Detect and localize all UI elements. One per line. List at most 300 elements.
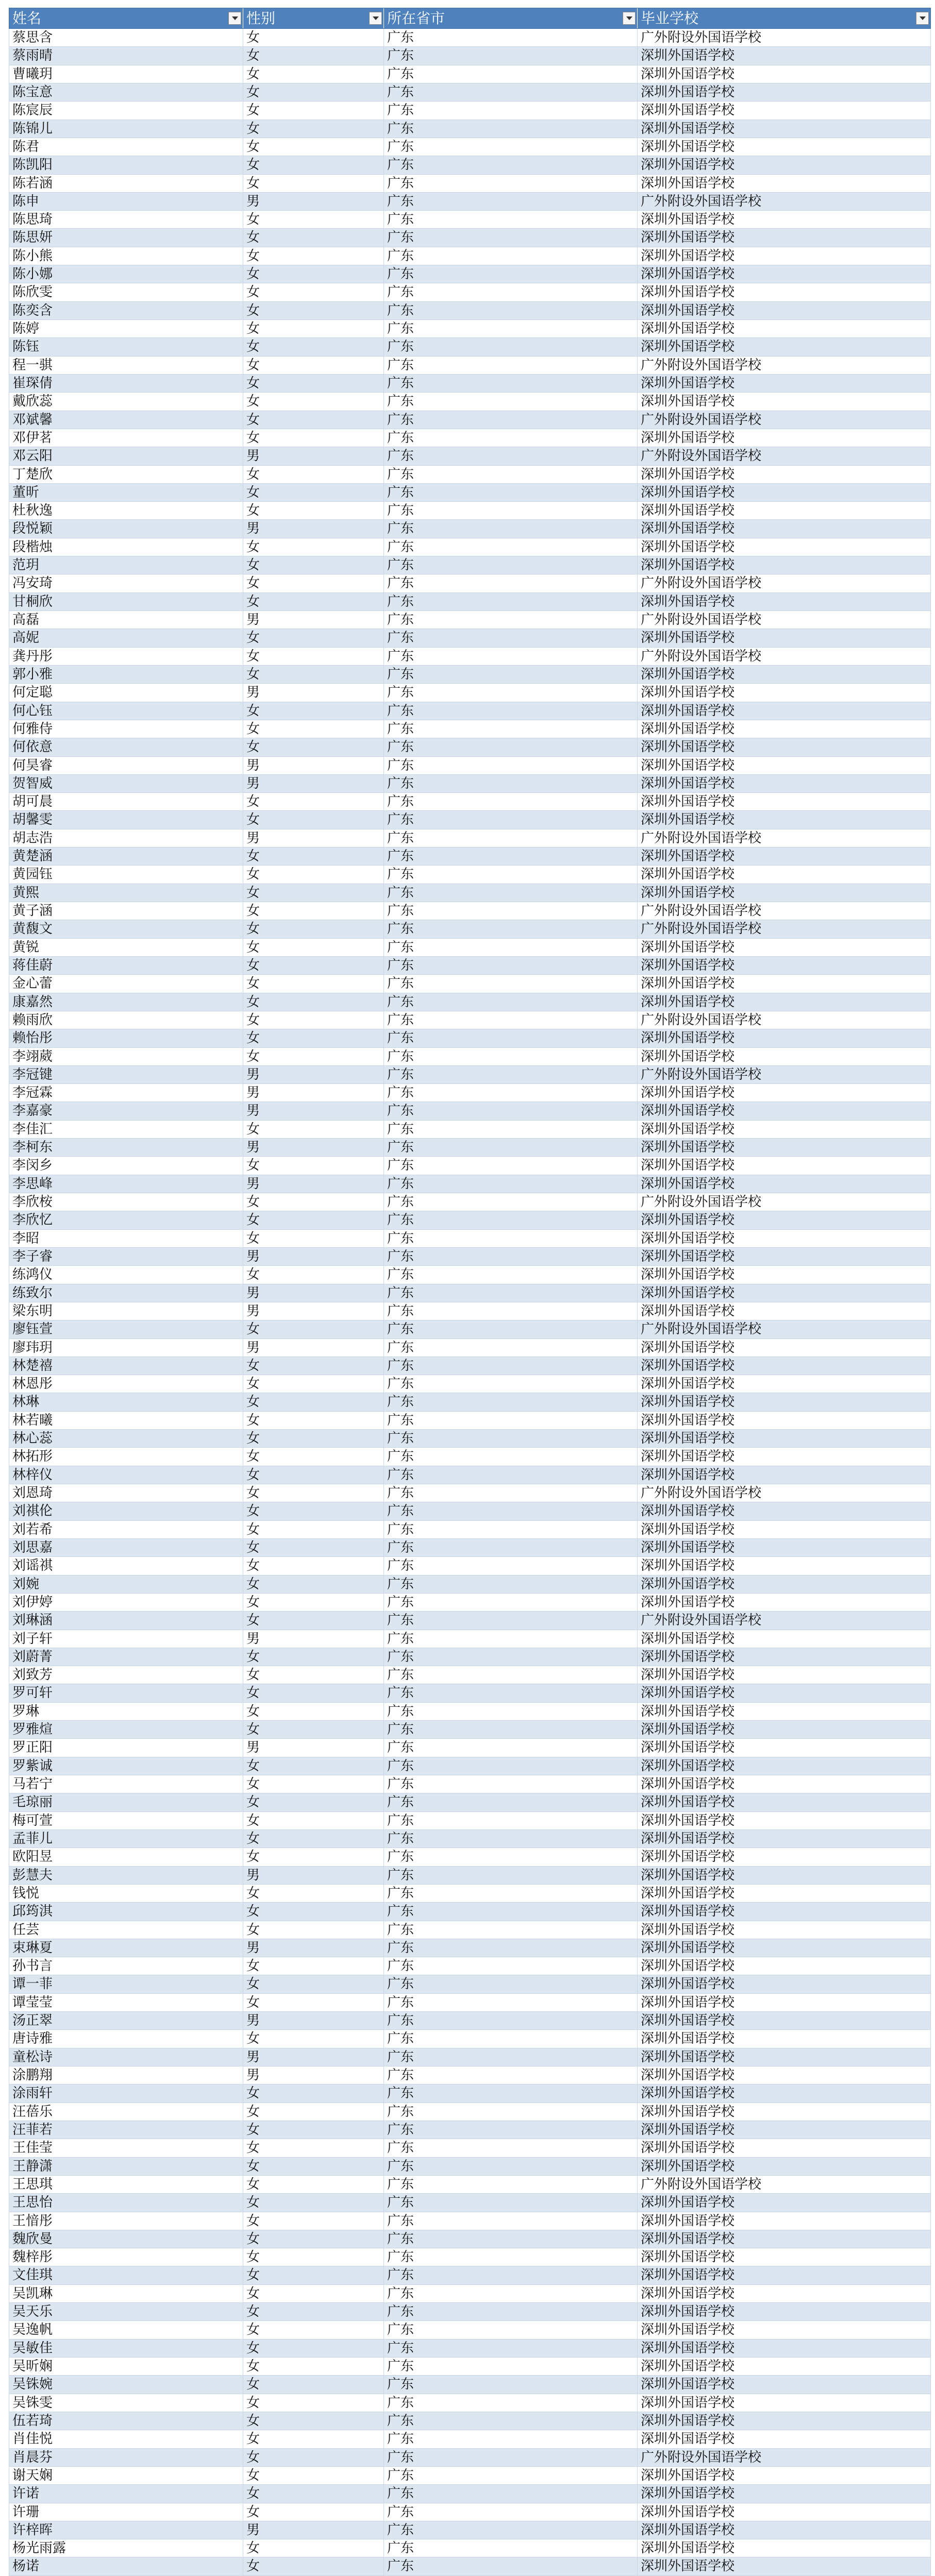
cell-school[interactable]: 深圳外国语学校 — [641, 1667, 735, 1683]
cell-province[interactable]: 广东 — [384, 629, 638, 647]
cell-province[interactable]: 广东 — [384, 1084, 638, 1101]
cell-province[interactable]: 广东 — [384, 2394, 638, 2412]
cell-name[interactable]: 罗紫诚 — [9, 1757, 243, 1775]
cell-gender[interactable]: 女 — [243, 83, 384, 101]
cell-name[interactable]: 李嘉豪 — [9, 1102, 243, 1120]
cell-gender[interactable]: 女 — [243, 2340, 384, 2357]
cell-school[interactable]: 深圳外国语学校 — [641, 1376, 735, 1392]
cell-school[interactable]: 深圳外国语学校 — [641, 339, 735, 355]
cell-school[interactable]: 深圳外国语学校 — [641, 1412, 735, 1428]
cell-school[interactable]: 深圳外国语学校 — [641, 1030, 735, 1046]
cell-name[interactable]: 吴凯琳 — [9, 2285, 243, 2302]
cell-gender[interactable]: 女 — [243, 1375, 384, 1393]
cell-name[interactable]: 刘祺伦 — [9, 1502, 243, 1520]
cell-name[interactable]: 邓伊茗 — [9, 429, 243, 447]
cell-school[interactable]: 深圳外国语学校 — [641, 1176, 735, 1192]
cell-province[interactable]: 广东 — [384, 1793, 638, 1811]
cell-province[interactable]: 广东 — [384, 375, 638, 392]
cell-province[interactable]: 广东 — [384, 1757, 638, 1775]
cell-school[interactable]: 深圳外国语学校 — [641, 721, 735, 737]
cell-province[interactable]: 广东 — [384, 1029, 638, 1047]
cell-school[interactable]: 深圳外国语学校 — [641, 957, 735, 973]
cell-name[interactable]: 贺智威 — [9, 775, 243, 792]
cell-gender[interactable]: 女 — [243, 848, 384, 865]
cell-school[interactable]: 深圳外国语学校 — [641, 757, 735, 773]
cell-school[interactable]: 深圳外国语学校 — [641, 2267, 735, 2283]
cell-gender[interactable]: 女 — [243, 247, 384, 265]
cell-province[interactable]: 广东 — [384, 1157, 638, 1174]
cell-school[interactable]: 深圳外国语学校 — [641, 594, 735, 609]
cell-school[interactable]: 深圳外国语学校 — [641, 284, 735, 300]
cell-school[interactable]: 深圳外国语学校 — [641, 394, 735, 410]
cell-gender[interactable]: 女 — [243, 283, 384, 301]
cell-province[interactable]: 广东 — [384, 2121, 638, 2139]
cell-province[interactable]: 广东 — [384, 1284, 638, 1302]
cell-province[interactable]: 广东 — [384, 2012, 638, 2029]
cell-gender[interactable]: 女 — [243, 1648, 384, 1666]
cell-gender[interactable]: 女 — [243, 484, 384, 501]
cell-school[interactable]: 深圳外国语学校 — [641, 1958, 735, 1974]
cell-gender[interactable]: 女 — [243, 2248, 384, 2266]
cell-school[interactable]: 深圳外国语学校 — [641, 849, 735, 865]
cell-province[interactable]: 广东 — [384, 993, 638, 1011]
cell-province[interactable]: 广东 — [384, 1430, 638, 1447]
cell-gender[interactable]: 女 — [243, 2412, 384, 2430]
cell-gender[interactable]: 男 — [243, 1302, 384, 1320]
cell-province[interactable]: 广东 — [384, 502, 638, 519]
cell-province[interactable]: 广东 — [384, 1539, 638, 1556]
cell-school[interactable]: 深圳外国语学校 — [641, 2413, 735, 2429]
cell-name[interactable]: 李冠键 — [9, 1066, 243, 1083]
cell-name[interactable]: 林楚禧 — [9, 1357, 243, 1375]
cell-name[interactable]: 陈奕含 — [9, 302, 243, 319]
cell-name[interactable]: 刘子轩 — [9, 1630, 243, 1648]
cell-school[interactable]: 深圳外国语学校 — [641, 1885, 735, 1901]
cell-name[interactable]: 吴天乐 — [9, 2303, 243, 2320]
cell-province[interactable]: 广东 — [384, 2485, 638, 2502]
cell-gender[interactable]: 男 — [243, 1248, 384, 1265]
cell-province[interactable]: 广东 — [384, 302, 638, 319]
cell-school[interactable]: 深圳外国语学校 — [641, 2431, 735, 2447]
cell-name[interactable]: 欧阳昱 — [9, 1848, 243, 1866]
cell-gender[interactable]: 女 — [243, 393, 384, 410]
cell-name[interactable]: 蒋佳蔚 — [9, 957, 243, 974]
cell-gender[interactable]: 女 — [243, 2449, 384, 2466]
cell-school[interactable]: 深圳外国语学校 — [641, 466, 735, 482]
cell-school[interactable]: 广外附设外国语学校 — [641, 648, 762, 664]
cell-province[interactable]: 广东 — [384, 1684, 638, 1702]
cell-province[interactable]: 广东 — [384, 738, 638, 756]
cell-province[interactable]: 广东 — [384, 1011, 638, 1029]
cell-province[interactable]: 广东 — [384, 2285, 638, 2302]
cell-school[interactable]: 深圳外国语学校 — [641, 2122, 735, 2138]
cell-gender[interactable]: 男 — [243, 829, 384, 847]
cell-province[interactable]: 广东 — [384, 574, 638, 592]
cell-name[interactable]: 李思峰 — [9, 1175, 243, 1193]
cell-name[interactable]: 程一骐 — [9, 357, 243, 374]
cell-school[interactable]: 广外附设外国语学校 — [641, 830, 762, 846]
cell-province[interactable]: 广东 — [384, 1721, 638, 1738]
cell-gender[interactable]: 女 — [243, 957, 384, 974]
cell-gender[interactable]: 女 — [243, 720, 384, 738]
cell-school[interactable]: 广外附设外国语学校 — [641, 1613, 762, 1629]
cell-name[interactable]: 林恩彤 — [9, 1375, 243, 1393]
cell-gender[interactable]: 女 — [243, 1921, 384, 1939]
cell-school[interactable]: 深圳外国语学校 — [641, 1703, 735, 1719]
cell-province[interactable]: 广东 — [384, 1320, 638, 1338]
cell-province[interactable]: 广东 — [384, 1594, 638, 1611]
cell-gender[interactable]: 女 — [243, 229, 384, 246]
cell-gender[interactable]: 女 — [243, 175, 384, 192]
cell-name[interactable]: 黄熙 — [9, 884, 243, 902]
cell-gender[interactable]: 女 — [243, 1539, 384, 1556]
cell-gender[interactable]: 女 — [243, 1357, 384, 1375]
cell-province[interactable]: 广东 — [384, 1393, 638, 1411]
cell-gender[interactable]: 女 — [243, 939, 384, 956]
cell-school[interactable]: 深圳外国语学校 — [641, 2231, 735, 2247]
cell-school[interactable]: 深圳外国语学校 — [641, 1740, 735, 1756]
cell-school[interactable]: 深圳外国语学校 — [641, 812, 735, 828]
cell-province[interactable]: 广东 — [384, 1448, 638, 1465]
cell-gender[interactable]: 女 — [243, 2557, 384, 2575]
cell-province[interactable]: 广东 — [384, 2176, 638, 2193]
cell-school[interactable]: 深圳外国语学校 — [641, 2304, 735, 2320]
cell-school[interactable]: 深圳外国语学校 — [641, 685, 735, 701]
cell-province[interactable]: 广东 — [384, 2212, 638, 2230]
cell-gender[interactable]: 女 — [243, 556, 384, 574]
cell-name[interactable]: 董昕 — [9, 484, 243, 501]
cell-province[interactable]: 广东 — [384, 1739, 638, 1756]
cell-province[interactable]: 广东 — [384, 2048, 638, 2066]
cell-name[interactable]: 林若曦 — [9, 1412, 243, 1429]
cell-province[interactable]: 广东 — [384, 1266, 638, 1283]
cell-province[interactable]: 广东 — [384, 138, 638, 156]
cell-gender[interactable]: 女 — [243, 429, 384, 447]
cell-name[interactable]: 孙书言 — [9, 1957, 243, 1975]
cell-school[interactable]: 深圳外国语学校 — [641, 2140, 735, 2156]
cell-name[interactable]: 文佳琪 — [9, 2266, 243, 2284]
cell-province[interactable]: 广东 — [384, 1484, 638, 1502]
cell-province[interactable]: 广东 — [384, 2303, 638, 2320]
cell-province[interactable]: 广东 — [384, 2449, 638, 2466]
cell-name[interactable]: 彭慧夫 — [9, 1867, 243, 1884]
cell-gender[interactable]: 男 — [243, 1339, 384, 1357]
cell-name[interactable]: 罗正阳 — [9, 1739, 243, 1756]
cell-school[interactable]: 深圳外国语学校 — [641, 1303, 735, 1319]
cell-province[interactable]: 广东 — [384, 2230, 638, 2248]
cell-name[interactable]: 林拓形 — [9, 1448, 243, 1465]
cell-gender[interactable]: 女 — [243, 1994, 384, 2011]
cell-name[interactable]: 何依意 — [9, 738, 243, 756]
cell-province[interactable]: 广东 — [384, 2266, 638, 2284]
cell-province[interactable]: 广东 — [384, 1248, 638, 1265]
cell-name[interactable]: 罗可轩 — [9, 1684, 243, 1702]
cell-province[interactable]: 广东 — [384, 975, 638, 992]
cell-gender[interactable]: 女 — [243, 793, 384, 810]
cell-school[interactable]: 广外附设外国语学校 — [641, 575, 762, 591]
cell-school[interactable]: 深圳外国语学校 — [641, 1394, 735, 1410]
cell-name[interactable]: 吴铢雯 — [9, 2394, 243, 2412]
cell-gender[interactable]: 女 — [243, 1466, 384, 1484]
cell-school[interactable]: 广外附设外国语学校 — [641, 1485, 762, 1501]
cell-school[interactable]: 深圳外国语学校 — [641, 1831, 735, 1846]
cell-school[interactable]: 深圳外国语学校 — [641, 139, 735, 155]
cell-gender[interactable]: 女 — [243, 1885, 384, 1902]
cell-gender[interactable]: 女 — [243, 156, 384, 174]
cell-gender[interactable]: 男 — [243, 2066, 384, 2084]
cell-name[interactable]: 赖怡彤 — [9, 1029, 243, 1047]
cell-province[interactable]: 广东 — [384, 229, 638, 246]
cell-school[interactable]: 深圳外国语学校 — [641, 1776, 735, 1792]
cell-gender[interactable]: 女 — [243, 1957, 384, 1975]
cell-province[interactable]: 广东 — [384, 1921, 638, 1939]
cell-gender[interactable]: 女 — [243, 211, 384, 228]
cell-gender[interactable]: 女 — [243, 920, 384, 938]
cell-name[interactable]: 廖玮玥 — [9, 1339, 243, 1357]
cell-province[interactable]: 广东 — [384, 2158, 638, 2175]
cell-province[interactable]: 广东 — [384, 1867, 638, 1884]
cell-school[interactable]: 深圳外国语学校 — [641, 230, 735, 246]
cell-gender[interactable]: 女 — [243, 1193, 384, 1211]
cell-name[interactable]: 王静潇 — [9, 2158, 243, 2175]
cell-name[interactable]: 陈宸辰 — [9, 101, 243, 119]
cell-name[interactable]: 汪菲若 — [9, 2121, 243, 2139]
cell-school[interactable]: 深圳外国语学校 — [641, 1285, 735, 1301]
cell-name[interactable]: 吴敏佳 — [9, 2340, 243, 2357]
cell-name[interactable]: 陈思琦 — [9, 211, 243, 228]
cell-gender[interactable]: 女 — [243, 466, 384, 483]
cell-name[interactable]: 孟菲儿 — [9, 1830, 243, 1848]
cell-school[interactable]: 深圳外国语学校 — [641, 1431, 735, 1447]
cell-name[interactable]: 陈宝意 — [9, 83, 243, 101]
cell-gender[interactable]: 女 — [243, 648, 384, 665]
cell-province[interactable]: 广东 — [384, 1994, 638, 2011]
cell-school[interactable]: 深圳外国语学校 — [641, 2249, 735, 2265]
cell-gender[interactable]: 男 — [243, 1939, 384, 1957]
cell-province[interactable]: 广东 — [384, 1193, 638, 1211]
cell-name[interactable]: 刘恩琦 — [9, 1484, 243, 1502]
cell-school[interactable]: 深圳外国语学校 — [641, 1922, 735, 1938]
cell-school[interactable]: 深圳外国语学校 — [641, 539, 735, 555]
cell-name[interactable]: 陈君 — [9, 138, 243, 156]
cell-school[interactable]: 广外附设外国语学校 — [641, 448, 762, 464]
cell-school[interactable]: 深圳外国语学校 — [641, 1140, 735, 1156]
cell-gender[interactable]: 女 — [243, 574, 384, 592]
cell-gender[interactable]: 女 — [243, 975, 384, 992]
cell-name[interactable]: 王思琪 — [9, 2176, 243, 2193]
cell-gender[interactable]: 女 — [243, 1157, 384, 1174]
cell-province[interactable]: 广东 — [384, 1139, 638, 1156]
cell-gender[interactable]: 女 — [243, 702, 384, 720]
cell-school[interactable]: 深圳外国语学校 — [641, 2467, 735, 2483]
cell-gender[interactable]: 男 — [243, 1139, 384, 1156]
cell-school[interactable]: 深圳外国语学校 — [641, 1867, 735, 1883]
cell-school[interactable]: 深圳外国语学校 — [641, 1576, 735, 1592]
cell-name[interactable]: 段楷烛 — [9, 538, 243, 556]
cell-province[interactable]: 广东 — [384, 720, 638, 738]
cell-name[interactable]: 陈凯阳 — [9, 156, 243, 174]
cell-gender[interactable]: 女 — [243, 1793, 384, 1811]
cell-gender[interactable]: 男 — [243, 1739, 384, 1756]
cell-name[interactable]: 李冠霖 — [9, 1084, 243, 1101]
cell-gender[interactable]: 女 — [243, 357, 384, 374]
cell-name[interactable]: 魏梓彤 — [9, 2248, 243, 2266]
cell-school[interactable]: 广外附设外国语学校 — [641, 612, 762, 628]
cell-school[interactable]: 深圳外国语学校 — [641, 48, 735, 64]
cell-name[interactable]: 邱筠淇 — [9, 1903, 243, 1920]
cell-gender[interactable]: 女 — [243, 120, 384, 138]
cell-school[interactable]: 深圳外国语学校 — [641, 430, 735, 446]
cell-name[interactable]: 谭莹莹 — [9, 1994, 243, 2011]
cell-name[interactable]: 陈思妍 — [9, 229, 243, 246]
cell-name[interactable]: 蔡思含 — [9, 29, 243, 46]
cell-school[interactable]: 深圳外国语学校 — [641, 1849, 735, 1865]
cell-school[interactable]: 深圳外国语学校 — [641, 484, 735, 500]
cell-school[interactable]: 深圳外国语学校 — [641, 1103, 735, 1119]
cell-province[interactable]: 广东 — [384, 2194, 638, 2211]
cell-school[interactable]: 深圳外国语学校 — [641, 1994, 735, 2010]
cell-name[interactable]: 廖钰萱 — [9, 1320, 243, 1338]
cell-school[interactable]: 深圳外国语学校 — [641, 976, 735, 992]
cell-name[interactable]: 陈锦儿 — [9, 120, 243, 138]
cell-gender[interactable]: 女 — [243, 866, 384, 883]
cell-name[interactable]: 戴欣蕊 — [9, 393, 243, 410]
cell-gender[interactable]: 女 — [243, 1502, 384, 1520]
cell-school[interactable]: 深圳外国语学校 — [641, 1594, 735, 1610]
cell-province[interactable]: 广东 — [384, 411, 638, 429]
cell-gender[interactable]: 女 — [243, 502, 384, 519]
cell-province[interactable]: 广东 — [384, 283, 638, 301]
cell-gender[interactable]: 男 — [243, 520, 384, 537]
cell-school[interactable]: 深圳外国语学校 — [641, 2195, 735, 2211]
cell-name[interactable]: 邓斌馨 — [9, 411, 243, 429]
cell-name[interactable]: 陈若涵 — [9, 175, 243, 192]
cell-school[interactable]: 深圳外国语学校 — [641, 2067, 735, 2083]
cell-name[interactable]: 蔡雨晴 — [9, 47, 243, 64]
cell-gender[interactable]: 女 — [243, 65, 384, 83]
cell-name[interactable]: 龚丹彤 — [9, 648, 243, 665]
cell-name[interactable]: 李翊葳 — [9, 1048, 243, 1065]
cell-gender[interactable]: 女 — [243, 1211, 384, 1229]
cell-name[interactable]: 李佳汇 — [9, 1121, 243, 1138]
cell-school[interactable]: 深圳外国语学校 — [641, 321, 735, 336]
cell-school[interactable]: 深圳外国语学校 — [641, 1649, 735, 1665]
cell-school[interactable]: 深圳外国语学校 — [641, 121, 735, 137]
cell-province[interactable]: 广东 — [384, 2066, 638, 2084]
cell-gender[interactable]: 女 — [243, 1029, 384, 1047]
cell-school[interactable]: 深圳外国语学校 — [641, 2104, 735, 2120]
cell-name[interactable]: 王佳莹 — [9, 2139, 243, 2157]
cell-name[interactable]: 罗琳 — [9, 1703, 243, 1720]
cell-school[interactable]: 深圳外国语学校 — [641, 1758, 735, 1774]
cell-school[interactable]: 深圳外国语学校 — [641, 1976, 735, 1992]
cell-name[interactable]: 练致尔 — [9, 1284, 243, 1302]
cell-name[interactable]: 王思怡 — [9, 2194, 243, 2211]
cell-gender[interactable]: 女 — [243, 2266, 384, 2284]
cell-province[interactable]: 广东 — [384, 2321, 638, 2338]
cell-name[interactable]: 陈欣雯 — [9, 283, 243, 301]
cell-school[interactable]: 广外附设外国语学校 — [641, 2176, 762, 2192]
cell-province[interactable]: 广东 — [384, 702, 638, 720]
cell-gender[interactable]: 女 — [243, 1975, 384, 1993]
cell-gender[interactable]: 女 — [243, 884, 384, 902]
cell-school[interactable]: 深圳外国语学校 — [641, 1539, 735, 1555]
cell-name[interactable]: 何雅侍 — [9, 720, 243, 738]
cell-name[interactable]: 刘伊婷 — [9, 1594, 243, 1611]
cell-gender[interactable]: 女 — [243, 320, 384, 337]
cell-school[interactable]: 深圳外国语学校 — [641, 2213, 735, 2229]
cell-school[interactable]: 深圳外国语学校 — [641, 1121, 735, 1137]
cell-gender[interactable]: 女 — [243, 302, 384, 319]
cell-name[interactable]: 林心蕊 — [9, 1430, 243, 1447]
cell-school[interactable]: 深圳外国语学校 — [641, 2285, 735, 2301]
cell-province[interactable]: 广东 — [384, 2340, 638, 2357]
cell-school[interactable]: 深圳外国语学校 — [641, 503, 735, 519]
cell-name[interactable]: 丁楚欣 — [9, 466, 243, 483]
cell-name[interactable]: 黄园钰 — [9, 866, 243, 883]
cell-gender[interactable]: 女 — [243, 1830, 384, 1848]
cell-province[interactable]: 广东 — [384, 1102, 638, 1120]
cell-name[interactable]: 杨诺 — [9, 2557, 243, 2575]
cell-gender[interactable]: 男 — [243, 757, 384, 774]
cell-gender[interactable]: 女 — [243, 2212, 384, 2230]
cell-province[interactable]: 广东 — [384, 593, 638, 611]
cell-name[interactable]: 吴逸帆 — [9, 2321, 243, 2338]
cell-gender[interactable]: 女 — [243, 1557, 384, 1574]
cell-school[interactable]: 深圳外国语学校 — [641, 1521, 735, 1537]
cell-province[interactable]: 广东 — [384, 1302, 638, 1320]
cell-name[interactable]: 涂雨轩 — [9, 2084, 243, 2102]
cell-name[interactable]: 刘若希 — [9, 1521, 243, 1538]
cell-gender[interactable]: 女 — [243, 1612, 384, 1629]
cell-name[interactable]: 王愔彤 — [9, 2212, 243, 2230]
cell-name[interactable]: 林琳 — [9, 1393, 243, 1411]
cell-province[interactable]: 广东 — [384, 884, 638, 902]
cell-gender[interactable]: 男 — [243, 193, 384, 210]
cell-gender[interactable]: 女 — [243, 1703, 384, 1720]
cell-province[interactable]: 广东 — [384, 1648, 638, 1666]
cell-school[interactable]: 深圳外国语学校 — [641, 557, 735, 573]
cell-gender[interactable]: 女 — [243, 338, 384, 355]
cell-province[interactable]: 广东 — [384, 2248, 638, 2266]
cell-province[interactable]: 广东 — [384, 47, 638, 64]
cell-name[interactable]: 李欣忆 — [9, 1211, 243, 1229]
cell-name[interactable]: 胡馨雯 — [9, 811, 243, 828]
cell-name[interactable]: 陈钰 — [9, 338, 243, 355]
cell-gender[interactable]: 男 — [243, 684, 384, 701]
cell-province[interactable]: 广东 — [384, 29, 638, 46]
cell-school[interactable]: 深圳外国语学校 — [641, 157, 735, 173]
cell-gender[interactable]: 男 — [243, 611, 384, 629]
cell-gender[interactable]: 女 — [243, 1775, 384, 1793]
cell-gender[interactable]: 女 — [243, 1721, 384, 1738]
cell-school[interactable]: 深圳外国语学校 — [641, 2158, 735, 2174]
cell-gender[interactable]: 女 — [243, 1448, 384, 1465]
cell-gender[interactable]: 女 — [243, 138, 384, 156]
cell-school[interactable]: 深圳外国语学校 — [641, 2558, 735, 2574]
cell-gender[interactable]: 女 — [243, 1521, 384, 1538]
cell-name[interactable]: 许诺 — [9, 2485, 243, 2502]
cell-gender[interactable]: 女 — [243, 2158, 384, 2175]
cell-name[interactable]: 段悦颖 — [9, 520, 243, 537]
cell-gender[interactable]: 女 — [243, 738, 384, 756]
cell-province[interactable]: 广东 — [384, 83, 638, 101]
cell-province[interactable]: 广东 — [384, 120, 638, 138]
cell-gender[interactable]: 女 — [243, 1484, 384, 1502]
cell-school[interactable]: 深圳外国语学校 — [641, 794, 735, 810]
cell-gender[interactable]: 女 — [243, 375, 384, 392]
cell-school[interactable]: 深圳外国语学校 — [641, 521, 735, 537]
